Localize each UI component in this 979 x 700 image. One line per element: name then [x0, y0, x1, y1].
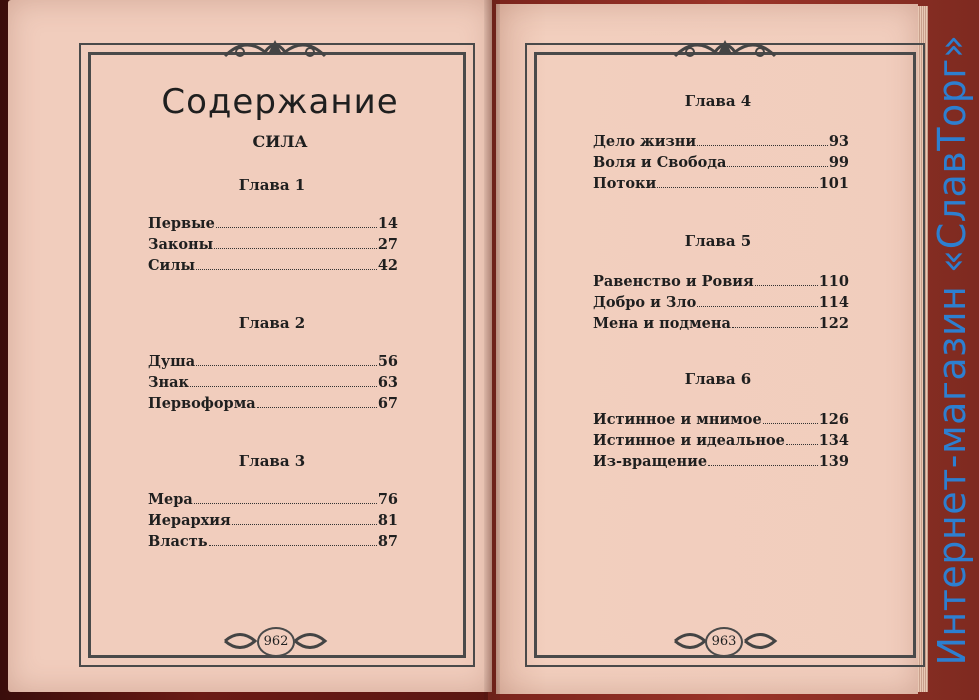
toc-entry[interactable]: Потоки 101	[593, 175, 849, 192]
toc-title: Содержание	[161, 82, 399, 122]
toc-entry[interactable]: Добро и Зло 114	[593, 294, 849, 311]
left-top-ornament-icon	[220, 34, 330, 64]
left-page-number: 962	[257, 627, 295, 657]
part-title: СИЛА	[252, 132, 308, 151]
chapter-heading: Глава 3	[238, 452, 306, 470]
book-gutter	[484, 0, 500, 700]
chapter-heading: Глава 2	[238, 314, 306, 332]
chapter-heading: Глава 1	[238, 176, 306, 194]
toc-entry[interactable]: Иерархия 81	[148, 512, 398, 529]
toc-entry[interactable]: Мена и подмена 122	[593, 315, 849, 332]
toc-entry[interactable]: Знак 63	[148, 374, 398, 391]
toc-entry[interactable]: Истинное и идеальное 134	[593, 432, 849, 449]
toc-entry[interactable]: Истинное и мнимое 126	[593, 411, 849, 428]
chapter-heading: Глава 6	[684, 370, 752, 388]
toc-entry[interactable]: Из-вращение 139	[593, 453, 849, 470]
toc-entry[interactable]: Власть 87	[148, 533, 398, 550]
toc-entry[interactable]: Душа 56	[148, 353, 398, 370]
toc-entry[interactable]: Воля и Свобода 99	[593, 154, 849, 171]
toc-entry[interactable]: Дело жизни 93	[593, 133, 849, 150]
toc-entry[interactable]: Законы 27	[148, 236, 398, 253]
store-watermark: Интернет-магазин «СлавТорг»	[930, 34, 974, 666]
chapter-heading: Глава 5	[684, 232, 752, 250]
toc-entry[interactable]: Мера 76	[148, 491, 398, 508]
chapter-heading: Глава 4	[684, 92, 752, 110]
right-top-ornament-icon	[670, 34, 780, 64]
toc-entry[interactable]: Равенство и Ровия 110	[593, 273, 849, 290]
right-page-number: 963	[705, 627, 743, 657]
toc-entry[interactable]: Первые 14	[148, 215, 398, 232]
toc-entry[interactable]: Силы 42	[148, 257, 398, 274]
toc-entry[interactable]: Первоформа 67	[148, 395, 398, 412]
